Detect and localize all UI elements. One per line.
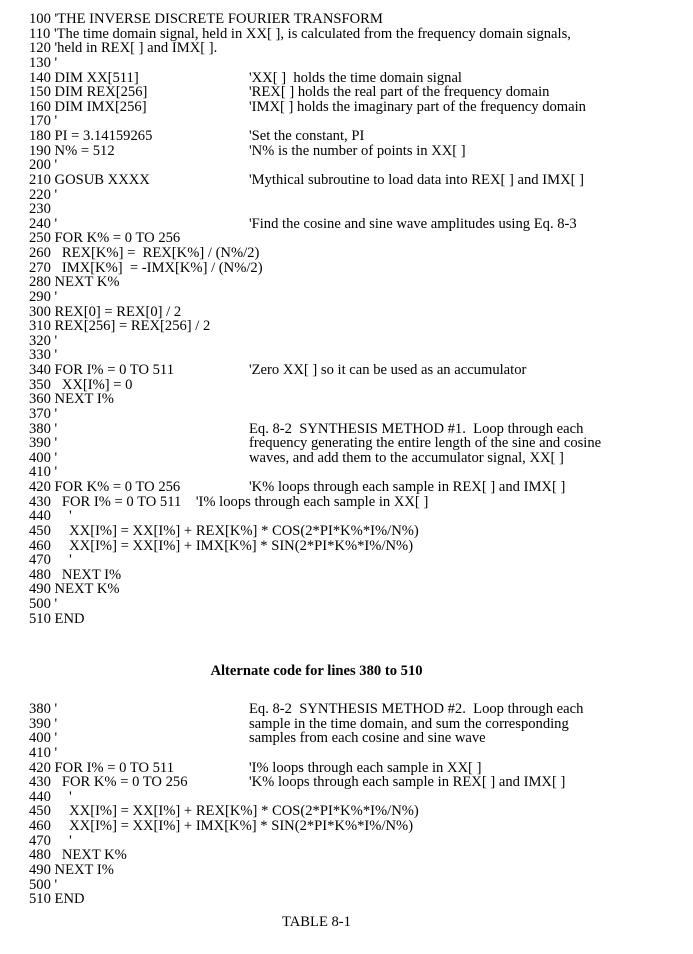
code-line — [29, 848, 689, 863]
code-line — [29, 231, 689, 246]
code-text: 410 ' — [29, 744, 58, 761]
code-text: 390 ' — [29, 715, 58, 732]
code-line — [29, 775, 689, 790]
code-line — [29, 334, 689, 349]
code-text: 380 ' — [29, 420, 58, 437]
code-text: 400 ' — [29, 730, 58, 747]
code-text: 430 FOR I% = 0 TO 511 'I% loops through each sample in XX[ ] — [29, 493, 429, 510]
code-comment: 'Mythical subroutine to load data into REX[ ] and IMX[ ] — [249, 171, 584, 188]
code-line — [29, 407, 689, 422]
code-text: 300 REX[0] = REX[0] / 2 — [29, 303, 182, 320]
code-line — [29, 27, 689, 42]
code-line — [29, 790, 689, 805]
code-text: 500 ' — [29, 596, 58, 612]
code-comment: frequency generating the entire length of the sine and cosine — [249, 435, 602, 452]
code-comment: 'XX[ ] holds the time domain signal — [249, 69, 462, 86]
code-text: 380 ' — [29, 701, 58, 717]
code-text: 110 'The time domain signal, held in XX[ ], is calculated from the frequency domain signals, — [29, 25, 571, 42]
code-line — [29, 612, 689, 627]
code-line — [29, 261, 689, 276]
code-line — [29, 56, 689, 71]
code-text: 290 ' — [29, 288, 58, 305]
code-line — [29, 71, 689, 86]
code-text: 450 XX[I%] = XX[I%] + REX[K%] * COS(2*PI*K%*I%/N%) — [29, 803, 419, 820]
alternate-code-heading: Alternate code for lines 380 to 510 — [210, 663, 423, 679]
code-line — [29, 41, 689, 56]
code-line — [29, 495, 689, 510]
code-comment: 'N% is the number of points in XX[ ] — [249, 142, 466, 159]
code-text: 120 'held in REX[ ] and IMX[ ]. — [29, 40, 218, 57]
code-text: 260 REX[K%] = REX[K%] / (N%/2) — [29, 245, 260, 261]
code-text: 460 XX[I%] = XX[I%] + IMX[K%] * SIN(2*PI*K%*I%/N%) — [29, 537, 414, 554]
code-line — [29, 378, 689, 393]
code-line — [29, 863, 689, 878]
code-line — [29, 85, 689, 100]
code-text: 220 ' — [29, 186, 58, 203]
code-text: 170 ' — [29, 113, 58, 130]
code-line — [29, 305, 689, 320]
code-text: 440 ' — [29, 788, 72, 805]
code-comment: samples from each cosine and sine wave — [249, 730, 486, 747]
code-text: 470 ' — [29, 552, 72, 569]
code-line — [29, 568, 689, 583]
code-line — [29, 392, 689, 407]
code-line — [29, 217, 689, 232]
code-line — [29, 465, 689, 480]
code-text: 490 NEXT K% — [29, 581, 120, 598]
code-text: 430 FOR K% = 0 TO 256 — [29, 774, 188, 791]
code-text: 320 ' — [29, 332, 58, 349]
code-text: 270 IMX[K%] = -IMX[K%] / (N%/2) — [29, 259, 263, 276]
code-line — [29, 275, 689, 290]
code-line — [29, 100, 689, 115]
code-line — [29, 480, 689, 495]
code-comment: 'I% loops through each sample in XX[ ] — [249, 759, 482, 776]
code-text: 420 FOR K% = 0 TO 256 — [29, 479, 181, 495]
code-text: 460 XX[I%] = XX[I%] + IMX[K%] * SIN(2*PI*K%*I%/N%) — [29, 818, 414, 834]
code-comment: Eq. 8-2 SYNTHESIS METHOD #1. Loop through each — [249, 420, 584, 437]
code-text: 140 DIM XX[511] — [29, 69, 139, 86]
code-line — [29, 878, 689, 893]
code-text: 150 DIM REX[256] — [29, 84, 148, 101]
code-line — [29, 246, 689, 261]
code-line — [29, 363, 689, 378]
code-text: 160 DIM IMX[256] — [29, 98, 147, 115]
code-line — [29, 819, 689, 834]
code-comment: 'REX[ ] holds the real part of the frequency domain — [249, 84, 550, 101]
code-line — [29, 717, 689, 732]
code-line — [29, 509, 689, 524]
code-text: 510 END — [29, 610, 85, 627]
code-text: 420 FOR I% = 0 TO 511 — [29, 759, 174, 776]
code-line — [29, 702, 689, 717]
code-comment: 'IMX[ ] holds the imaginary part of the frequency domain — [249, 98, 586, 115]
code-text: 440 ' — [29, 508, 72, 525]
code-text: 340 FOR I% = 0 TO 511 — [29, 362, 174, 378]
code-line — [29, 144, 689, 159]
code-text: 490 NEXT I% — [29, 861, 114, 878]
code-comment: Eq. 8-2 SYNTHESIS METHOD #2. Loop through each — [249, 701, 584, 717]
code-line — [29, 524, 689, 539]
code-text: 330 ' — [29, 347, 58, 364]
program-listing-alternate — [29, 702, 689, 907]
code-line — [29, 158, 689, 173]
code-line — [29, 892, 689, 907]
code-text: 180 PI = 3.14159265 — [29, 128, 153, 144]
code-comment: sample in the time domain, and sum the corresponding — [249, 715, 569, 732]
code-text: 280 NEXT K% — [29, 274, 120, 291]
code-text: 310 REX[256] = REX[256] / 2 — [29, 318, 211, 335]
code-comment: 'K% loops through each sample in REX[ ] and IMX[ ] — [249, 774, 566, 791]
code-text: 360 NEXT I% — [29, 391, 114, 408]
code-line — [29, 129, 689, 144]
code-line — [29, 188, 689, 203]
code-comment: 'Set the constant, PI — [249, 128, 365, 144]
code-comment: 'K% loops through each sample in REX[ ] and IMX[ ] — [249, 479, 566, 495]
code-line — [29, 319, 689, 334]
code-text: 250 FOR K% = 0 TO 256 — [29, 230, 181, 247]
code-line — [29, 12, 689, 27]
code-line — [29, 597, 689, 612]
code-line — [29, 804, 689, 819]
code-text: 470 ' — [29, 832, 72, 849]
code-text: 390 ' — [29, 435, 58, 452]
code-line — [29, 290, 689, 305]
code-text: 400 ' — [29, 449, 58, 466]
code-line — [29, 451, 689, 466]
code-text: 510 END — [29, 891, 85, 908]
code-text: 130 ' — [29, 54, 58, 71]
code-text: 480 NEXT K% — [29, 847, 127, 864]
code-text: 410 ' — [29, 464, 58, 481]
code-line — [29, 834, 689, 849]
code-line — [29, 422, 689, 437]
code-line — [29, 553, 689, 568]
code-line — [29, 436, 689, 451]
code-text: 230 — [29, 201, 51, 218]
table-caption: TABLE 8-1 — [282, 914, 351, 930]
code-text: 240 ' — [29, 215, 58, 232]
code-line — [29, 761, 689, 776]
code-line — [29, 731, 689, 746]
code-text: 350 XX[I%] = 0 — [29, 376, 133, 393]
code-comment: 'Find the cosine and sine wave amplitudes using Eq. 8-3 — [249, 215, 577, 232]
code-line — [29, 746, 689, 761]
code-text: 100 'THE INVERSE DISCRETE FOURIER TRANSFORM — [29, 11, 383, 27]
code-line — [29, 114, 689, 129]
code-text: 450 XX[I%] = XX[I%] + REX[K%] * COS(2*PI*K%*I%/N%) — [29, 522, 419, 539]
code-line — [29, 173, 689, 188]
code-line — [29, 202, 689, 217]
code-line — [29, 539, 689, 554]
code-comment: waves, and add them to the accumulator signal, XX[ ] — [249, 449, 564, 466]
code-line — [29, 348, 689, 363]
program-listing-main — [29, 12, 689, 626]
code-text: 200 ' — [29, 157, 58, 174]
code-text: 370 ' — [29, 405, 58, 422]
code-text: 480 NEXT I% — [29, 566, 122, 583]
code-text: 500 ' — [29, 876, 58, 893]
code-text: 210 GOSUB XXXX — [29, 171, 150, 188]
code-text: 190 N% = 512 — [29, 142, 115, 159]
code-line — [29, 582, 689, 597]
code-comment: 'Zero XX[ ] so it can be used as an accumulator — [249, 362, 527, 378]
